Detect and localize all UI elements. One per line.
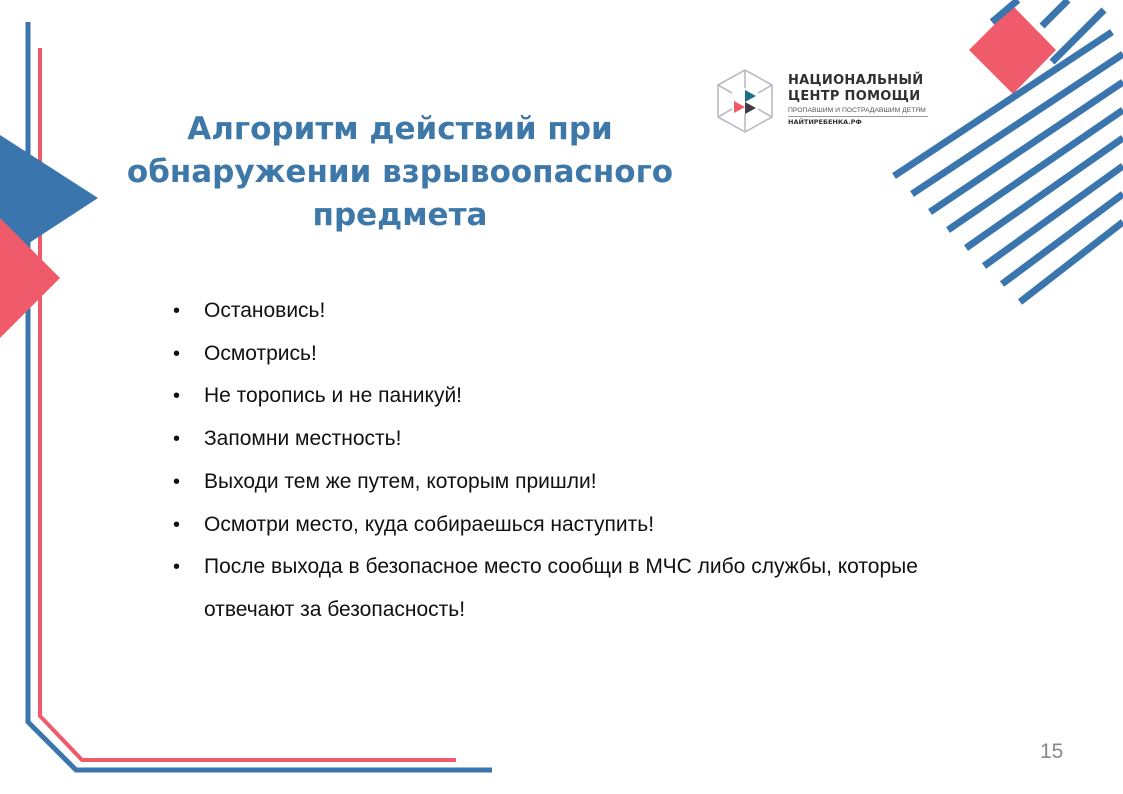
page-number: 15 [1040, 740, 1064, 763]
title-line: предмета [312, 197, 488, 233]
bullet-item: • Не торопись и не паникуй! [173, 375, 953, 418]
logo [714, 68, 924, 134]
bullet-item: • Осмотрись! [173, 333, 953, 376]
logo-line1: НАЦИОНАЛЬНЫЙ [788, 73, 924, 88]
bullet-item: • Запомни местность! [173, 418, 953, 461]
bullet-item: • Остановись! [173, 290, 953, 333]
title-line: Алгоритм действий при [187, 111, 613, 147]
logo-line2: ЦЕНТР ПОМОЩИ [788, 89, 921, 104]
bullet-item: • Осмотри место, куда собираешься наступить! [173, 504, 953, 547]
logo-text [788, 73, 928, 128]
bullet-item: • Выходи тем же путем, которым пришли! [173, 461, 953, 504]
slide-title [110, 108, 690, 237]
bullet-item: • После выхода в безопасное место сообщи в МЧС либо службы, которые отвечают за безопасность! [173, 546, 953, 631]
logo-site: НАЙТИРЕБЕНКА.РФ [788, 118, 862, 126]
logo-subtitle: ПРОПАВШИМ И ПОСТРАДАВШИМ ДЕТЯМ [788, 106, 928, 117]
logo-hexagon-icon [714, 68, 776, 134]
title-line: обнаружении взрывоопасного [126, 154, 674, 190]
bullet-list [173, 290, 953, 632]
